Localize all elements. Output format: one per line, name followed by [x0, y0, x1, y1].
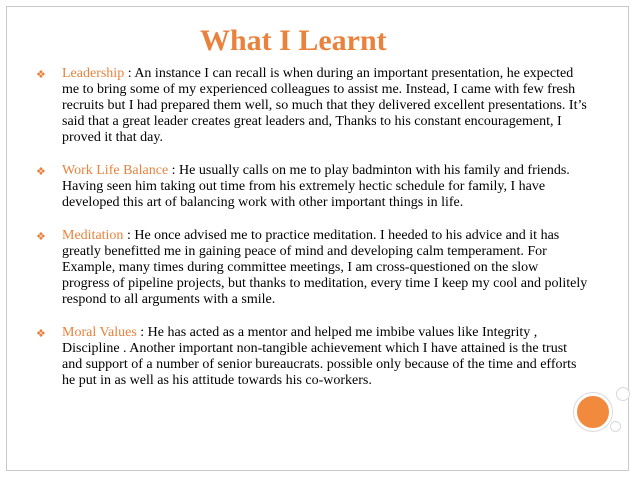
bullet-text: : He has acted as a mentor and helped me imbibe values like Integrity , Discipline . Another important non-tangible achievement which I have attained is the trust and support of a number of senior bureaucrats. possible only because of the time and efforts he put in as well as his attitude towards his co-workers.	[62, 325, 577, 388]
slide-title: What I Learnt	[200, 24, 387, 57]
bullet-heading: Moral Values	[62, 325, 137, 340]
bullet-text: : He once advised me to practice meditation. I heeded to his advice and it has greatly benefitted me in gaining peace of mind and developing calm temperament. For Example, many times during committee meetings, I am cross-questioned on the slow progress of pipeline projects, but thanks to meditation, every time I keep my cool and politely respond to all arguments with a smile.	[62, 228, 588, 307]
diamond-bullet-icon: ❖	[36, 327, 46, 340]
diamond-bullet-icon: ❖	[36, 230, 46, 243]
bullet-item-leadership	[36, 66, 588, 146]
bullet-item-work-life-balance	[36, 163, 588, 211]
bullet-list	[36, 66, 588, 406]
bullet-text: : An instance I can recall is when during an important presentation, he expected me to bring some of my experienced colleagues to assist me. Instead, I came with few fresh recruits but I had prepared them well, so much that they delivered excellent presentations. It’s said that a great leader creates great leaders and, Thanks to his constant encouragement, I proved it that day.	[62, 66, 587, 145]
decorative-circle-icon	[616, 387, 630, 401]
bullet-item-moral-values	[36, 325, 588, 389]
bullet-heading: Work Life Balance	[62, 163, 169, 178]
diamond-bullet-icon: ❖	[36, 165, 46, 178]
bullet-heading: Leadership	[62, 66, 125, 81]
bullet-item-meditation	[36, 228, 588, 308]
diamond-bullet-icon: ❖	[36, 68, 46, 81]
bullet-text: : He usually calls on me to play badminton with his family and friends. Having seen him taking out time from his extremely hectic schedule for family, I have developed this art of balancing work with other important things in life.	[62, 163, 570, 210]
decorative-circle-icon	[610, 421, 621, 432]
decorative-orange-circle-icon	[574, 393, 612, 431]
bullet-heading: Meditation	[62, 228, 124, 243]
